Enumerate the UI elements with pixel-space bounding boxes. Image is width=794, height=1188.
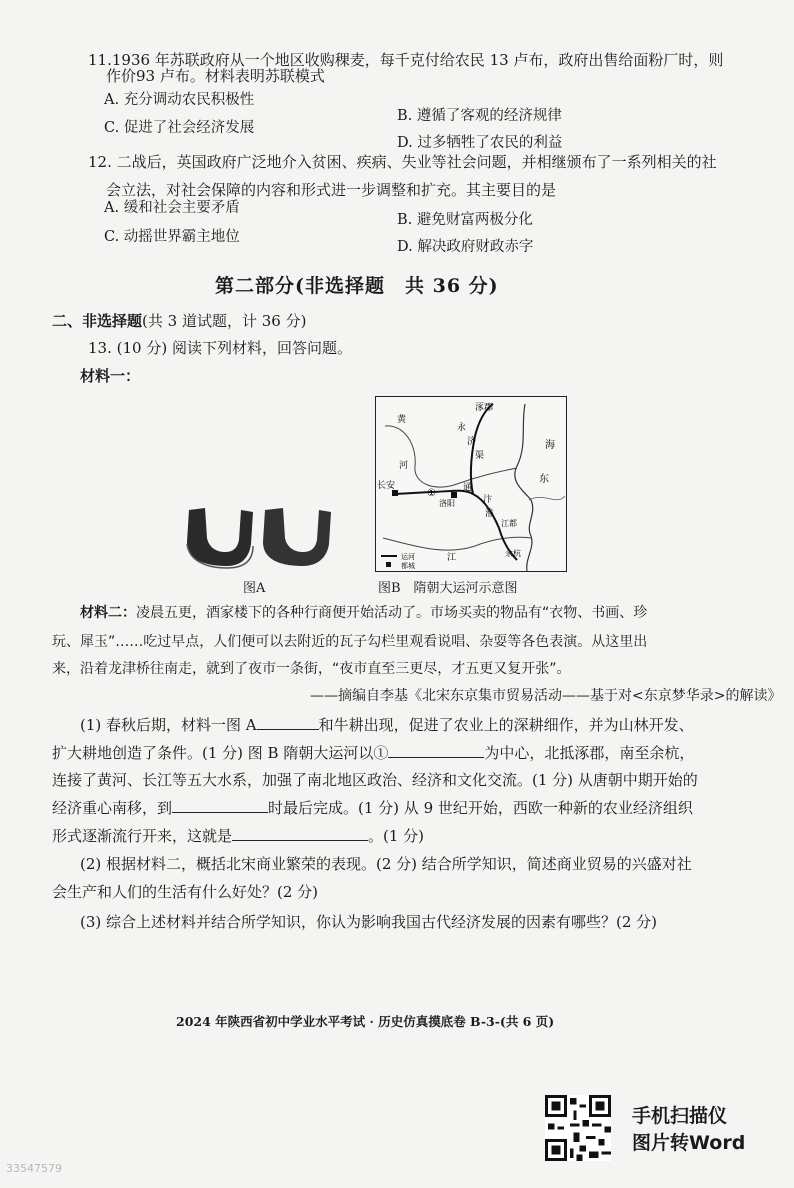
map-label-ji: 济 (467, 437, 477, 447)
document-id: 33547579 (6, 1162, 62, 1175)
q11-stem-line2: 作价93 卢布。材料表明苏联模式 (106, 67, 325, 85)
luoyang-marker (451, 492, 457, 498)
q13-part1-text-b: 和牛耕出现，促进了农业上的深耕细作，并为山林开发、 (318, 716, 694, 734)
q11-stem-line1: 11.1936 年苏联政府从一个地区收购稞麦，每千克付给农民 13 卢布，政府出售给面粉厂时，则 (88, 51, 724, 69)
q12-option-c: C. 动摇世界霸主地位 (104, 229, 240, 245)
q13-part1-text-c: 扩大耕地创造了条件。(1 分) 图 B 隋朝大运河以① (52, 744, 389, 762)
page-footer: 2024 年陕西省初中学业水平考试 · 历史仿真摸底卷 B-3-(共 6 页) (176, 1014, 555, 1029)
q12-stem-line2: 会立法，对社会保障的内容和形式进一步调整和扩充。其主要目的是 (106, 181, 557, 199)
answer-blank-3[interactable] (172, 798, 268, 813)
map-label-yong: 永 (457, 423, 467, 433)
map-label-circle1: ① (427, 488, 436, 499)
section-heading (52, 310, 306, 331)
scanner-text-1: 手机扫描仪 (632, 1105, 728, 1127)
map-label-huang: 黄 (397, 415, 407, 425)
scanner-text-2: 图片转Word (632, 1132, 746, 1154)
material2-source: ——摘编自李基《北宋东京集市贸易活动——基于对<东京梦华录>的解读》 (310, 688, 782, 704)
map-label-qu: 渠 (475, 451, 485, 461)
q13-part2-line2: 会生产和人们的生活有什么好处？(2 分) (52, 883, 319, 901)
q13-part1-text-g: 形式逐渐流行开来，这就是 (52, 827, 233, 845)
q12-option-d: D. 解决政府财政赤字 (397, 239, 534, 255)
map-label-zhuojun: 涿郡 (475, 403, 494, 413)
map-label-dong: 东 (539, 474, 549, 485)
q11-option-a: A. 充分调动农民积极性 (104, 92, 255, 108)
figure-b-caption: 图B 隋朝大运河示意图 (378, 581, 518, 596)
q13-part3: (3) 综合上述材料并结合所学知识，你认为影响我国古代经济发展的因素有哪些？(2 分) (80, 913, 658, 931)
material2-label: 材料二： (80, 605, 136, 621)
q13-part1-line1 (80, 715, 694, 735)
map-label-huai: 淮 (485, 509, 495, 519)
q13-part1-text-d: 为中心，北抵涿郡，南至余杭， (484, 744, 695, 762)
legend-canal-label: 运河 (401, 553, 415, 561)
map-label-tong: 通 (463, 483, 473, 493)
q13-stem: 13. (10 分) 阅读下列材料，回答问题。 (88, 339, 352, 357)
map-label-hai: 海 (545, 440, 555, 451)
q12-option-b: B. 避免财富两极分化 (397, 212, 533, 228)
answer-blank-4[interactable] (232, 826, 368, 841)
legend-capital-label: 都城 (401, 562, 415, 570)
figure-a-iron-tool (183, 492, 335, 572)
q12-stem-line1: 12. 二战后，英国政府广泛地介入贫困、疾病、失业等社会问题，并相继颁布了一系列相关的社 (88, 153, 717, 171)
section-label: 二、非选择题 (52, 312, 143, 330)
q13-part1-text-f: 时最后完成。(1 分) 从 9 世纪开始，西欧一种新的农业经济组织 (268, 799, 693, 817)
figure-b-canal-map (375, 396, 567, 572)
part-two-title: 第二部分(非选择题 共 36 分) (215, 275, 499, 297)
map-label-yuhang: 余杭 (505, 549, 521, 558)
answer-blank-2[interactable] (388, 743, 484, 758)
map-label-he: 河 (399, 461, 409, 471)
q13-part1-text-e: 经济重心南移，到 (52, 799, 173, 817)
q13-part1-line5 (52, 826, 424, 846)
q13-part1-text-a: (1) 春秋后期，材料一图 A (80, 716, 257, 734)
q12-option-a: A. 缓和社会主要矛盾 (104, 200, 240, 216)
legend-capital-marker (386, 562, 391, 567)
q13-part1-line2 (52, 743, 694, 763)
material2-line1 (80, 602, 647, 622)
section-note: (共 3 道试题，计 36 分) (142, 312, 307, 330)
q11-option-c: C. 促进了社会经济发展 (104, 120, 255, 136)
figure-a-caption: 图A (243, 581, 266, 596)
material2-text-line1: 凌晨五更，酒家楼下的各种行商便开始活动了。市场买卖的物品有“衣物、书画、珍 (136, 605, 648, 621)
q11-option-b: B. 遵循了客观的经济规律 (397, 108, 562, 124)
material2-line3: 来，沿着龙津桥往南走，就到了夜市一条街，“夜市直至三更尽，才五更又复开张”。 (52, 661, 571, 677)
q13-part1-line4 (52, 798, 693, 818)
map-label-changan: 长安 (377, 481, 396, 491)
map-label-jiang: 江 (447, 553, 457, 563)
q11-option-d: D. 过多牺牲了农民的利益 (397, 135, 563, 151)
q13-part2-line1: (2) 根据材料二，概括北宋商业繁荣的表现。(2 分) 结合所学知识，简述商业贸易的兴盛对社 (80, 855, 692, 873)
map-label-luoyang: 洛阳 (439, 499, 455, 508)
material2-line2: 玩、犀玉”……吃过早点，人们便可以去附近的瓦子勾栏里观看说唱、杂耍等各色表演。从这里出 (52, 634, 648, 650)
q13-part1-line3: 连接了黄河、长江等五大水系，加强了南北地区政治、经济和文化交流。(1 分) 从唐朝中期开始的 (52, 771, 698, 789)
q13-part1-text-h: 。(1 分) (368, 827, 425, 845)
answer-blank-1[interactable] (257, 715, 319, 730)
map-label-bian: 汴 (483, 495, 493, 505)
material1-label: 材料一： (80, 367, 141, 385)
qr-code (545, 1095, 611, 1161)
map-label-jiangdu: 江都 (501, 519, 517, 528)
